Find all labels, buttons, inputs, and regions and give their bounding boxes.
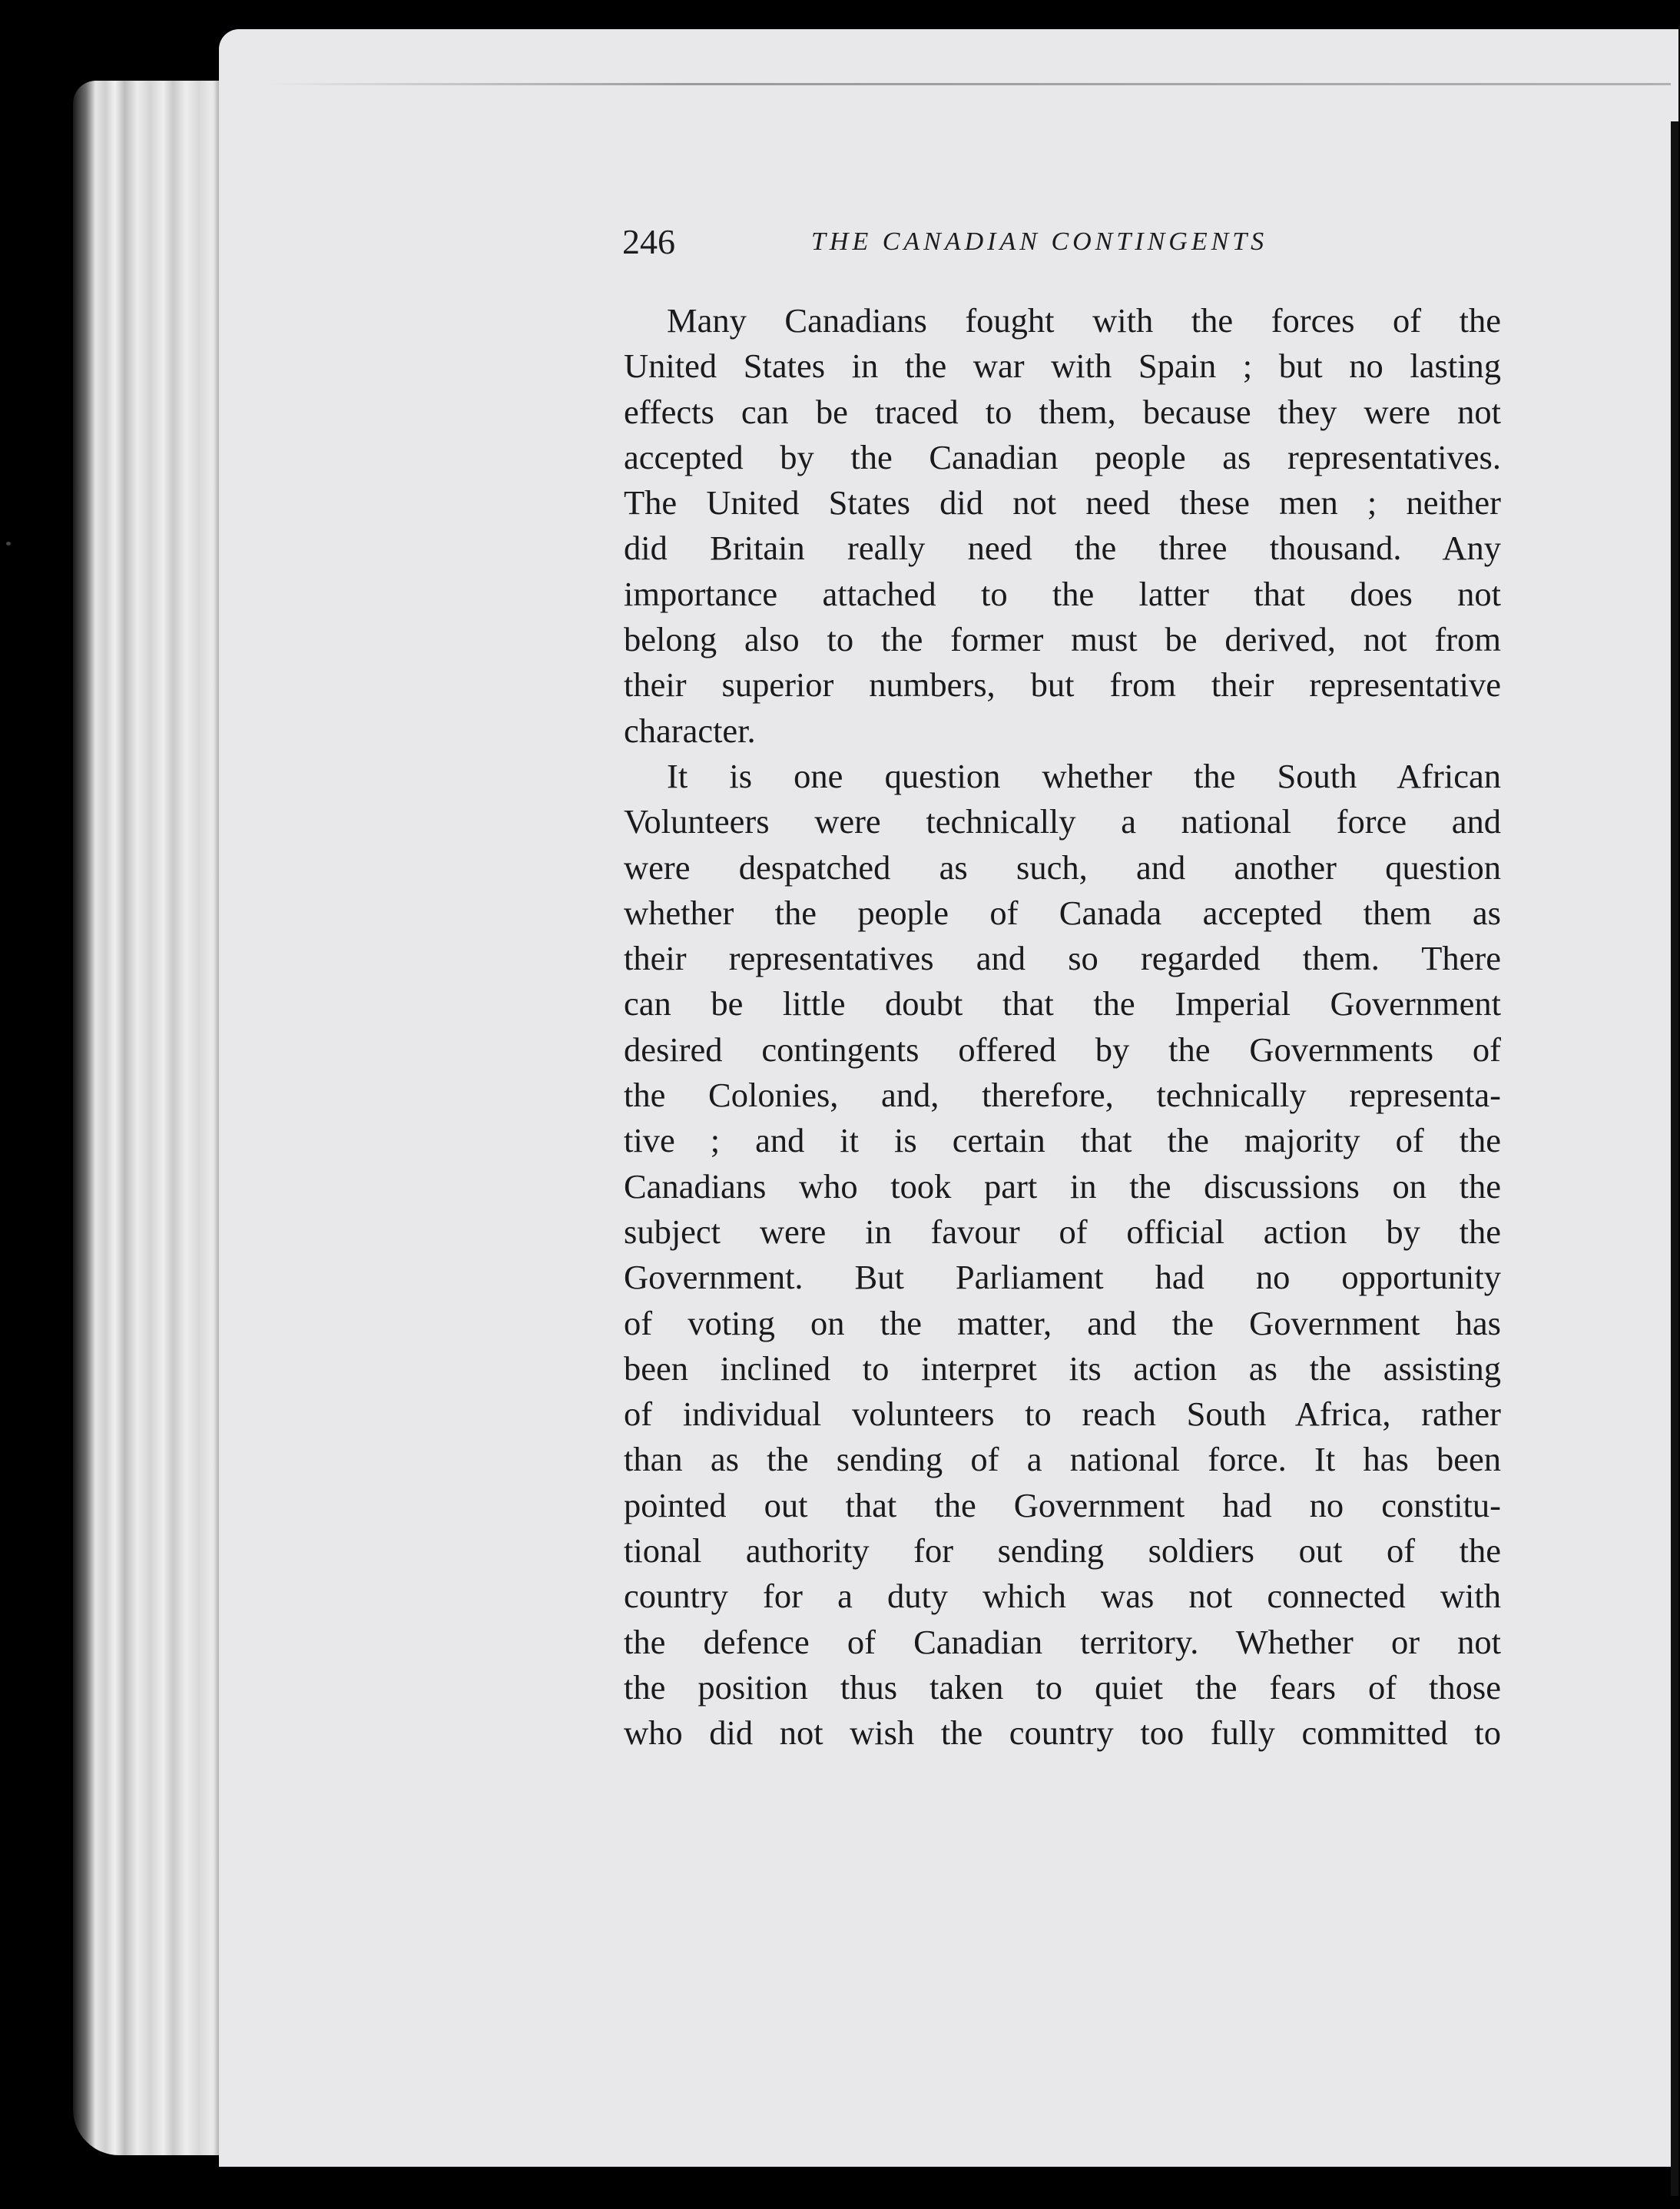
text-line: the position thus taken to quiet the fears of those — [624, 1667, 1501, 1707]
text-line: subject were in favour of official action by the — [624, 1212, 1501, 1251]
text-line: their representatives and so regarded them. There — [624, 939, 1501, 978]
text-line: effects can be traced to them, because they were not — [624, 392, 1501, 431]
text-line: Volunteers were technically a national force and — [624, 802, 1501, 841]
text-line: character. — [624, 711, 756, 750]
text-line: their superior numbers, but from their representative — [624, 665, 1501, 705]
text-line: who did not wish the country too fully committed to — [624, 1713, 1501, 1753]
text-line: did Britain really need the three thousand. Any — [624, 529, 1501, 568]
text-line: tive ; and it is certain that the majority of the — [624, 1121, 1501, 1160]
text-line: tional authority for sending soldiers out of the — [624, 1531, 1501, 1571]
text-line: belong also to the former must be derived, not from — [624, 620, 1501, 659]
page-number: 246 — [622, 222, 675, 261]
scan-speck — [6, 542, 11, 546]
text-line: can be little doubt that the Imperial Government — [624, 984, 1501, 1023]
text-line: accepted by the Canadian people as representatives. — [624, 437, 1501, 476]
text-line: than as the sending of a national force. It has been — [624, 1440, 1501, 1479]
text-line: the defence of Canadian territory. Whether or not — [624, 1622, 1501, 1661]
text-line: country for a duty which was not connected with — [624, 1577, 1501, 1616]
text-line: importance attached to the latter that does not — [624, 574, 1501, 613]
text-line: United States in the war with Spain ; but no lasting — [624, 347, 1501, 386]
text-line: The United States did not need these men ; neither — [624, 483, 1501, 522]
running-head — [622, 221, 1513, 267]
book-page-edges — [73, 81, 234, 2155]
body-text — [624, 298, 1501, 1756]
text-line: the Colonies, and, therefore, technically representa- — [624, 1076, 1501, 1115]
page-right-edge — [1671, 121, 1678, 2196]
paragraph-2 — [624, 754, 1501, 1756]
running-head-title: THE CANADIAN CONTINGENTS — [811, 227, 1268, 256]
text-line: were despatched as such, and another question — [624, 847, 1501, 887]
text-line: of voting on the matter, and the Government has — [624, 1303, 1501, 1342]
text-line: desired contingents offered by the Governments of — [624, 1030, 1501, 1069]
paragraph-1 — [624, 298, 1501, 754]
text-line: of individual volunteers to reach South Africa, rather — [624, 1395, 1501, 1434]
text-line: been inclined to interpret its action as the assisting — [624, 1348, 1501, 1388]
page-top-shadow — [265, 83, 1671, 85]
text-line: whether the people of Canada accepted them as — [624, 893, 1501, 932]
text-line: Canadians who took part in the discussions on the — [624, 1166, 1501, 1206]
text-line: Many Canadians fought with the forces of the — [667, 301, 1501, 340]
text-line: pointed out that the Government had no constitu- — [624, 1485, 1501, 1524]
text-line: It is one question whether the South African — [667, 756, 1501, 795]
text-line: Government. But Parliament had no opportunity — [624, 1258, 1501, 1297]
